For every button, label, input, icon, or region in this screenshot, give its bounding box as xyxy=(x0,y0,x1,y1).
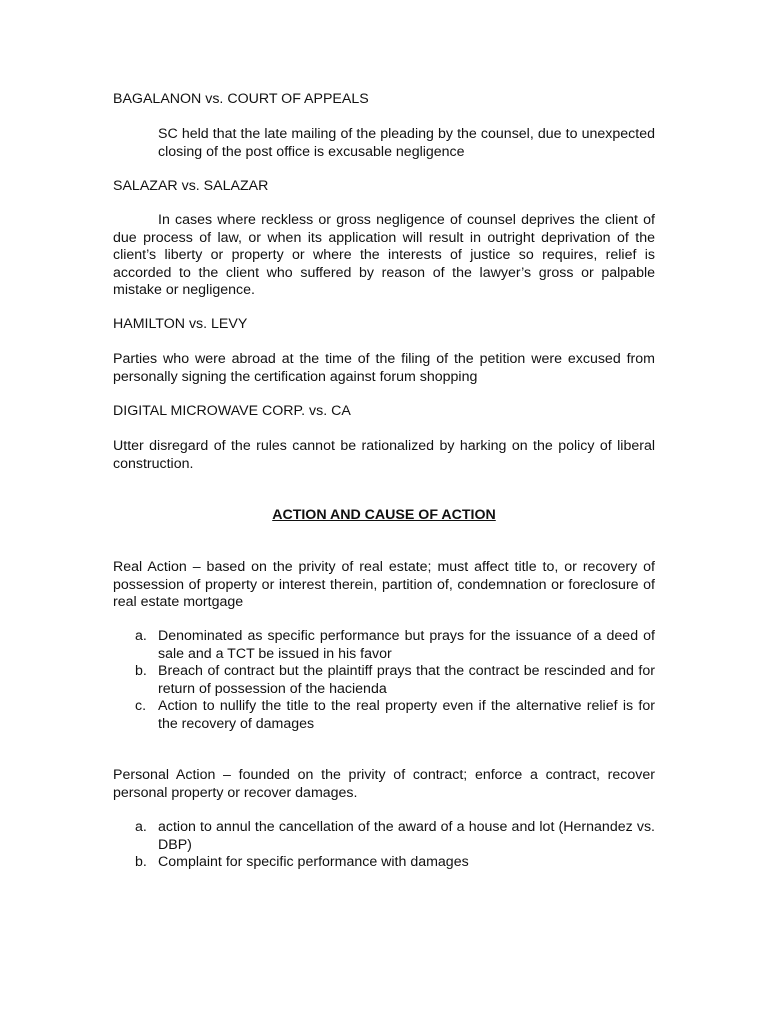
case-text-salazar: In cases where reckless or gross negligence of counsel deprives the client of due process of law, or when its application will result in outright deprivation of the client’s liberty or property or where the interests of justice so requires, relief is accorded to the client who suffered by reason of the lawyer’s gross or palpable mistake or negligence. xyxy=(113,212,655,298)
case-title-digital-microwave: DIGITAL MICROWAVE CORP. vs. CA xyxy=(113,403,351,419)
section-heading: ACTION AND CAUSE OF ACTION xyxy=(272,507,496,523)
case-title-hamilton: HAMILTON vs. LEVY xyxy=(113,316,248,332)
list-marker: c. xyxy=(135,698,147,714)
list-marker: a. xyxy=(135,819,147,835)
case-title-bagalanon: BAGALANON vs. COURT OF APPEALS xyxy=(113,91,369,107)
case-title-salazar: SALAZAR vs. SALAZAR xyxy=(113,178,269,194)
list-item-text: Action to nullify the title to the real property even if the alternative relief is for the recovery of damages xyxy=(158,698,655,732)
list-item-text: Breach of contract but the plaintiff prays that the contract be rescinded and for return of possession of the hacienda xyxy=(158,663,655,697)
real-action-examples-list xyxy=(113,628,655,733)
case-text-bagalanon: SC held that the late mailing of the pleading by the counsel, due to unexpected closing of the post office is excusable negligence xyxy=(158,126,655,160)
case-text-hamilton: Parties who were abroad at the time of the filing of the petition were excused from personally signing the certification against forum shopping xyxy=(113,351,655,385)
list-item-text: Denominated as specific performance but prays for the issuance of a deed of sale and a TCT be issued in his favor xyxy=(158,628,655,662)
list-marker: a. xyxy=(135,628,147,644)
list-item xyxy=(113,819,655,854)
case-text-digital-microwave: Utter disregard of the rules cannot be rationalized by harking on the policy of liberal construction. xyxy=(113,438,655,472)
list-item-text: action to annul the cancellation of the award of a house and lot (Hernandez vs. DBP) xyxy=(158,819,655,853)
list-item xyxy=(113,663,655,698)
list-item-text: Complaint for specific performance with damages xyxy=(158,854,469,870)
personal-action-text: Personal Action – founded on the privity of contract; enforce a contract, recover personal property or recover damages. xyxy=(113,767,655,801)
list-marker: b. xyxy=(135,854,147,870)
real-action-text: Real Action – based on the privity of real estate; must affect title to, or recovery of possession of property or interest therein, partition of, condemnation or foreclosure of real estate mortgage xyxy=(113,559,655,610)
list-marker: b. xyxy=(135,663,147,679)
list-item xyxy=(113,854,655,872)
list-item xyxy=(113,698,655,733)
personal-action-examples-list xyxy=(113,819,655,872)
list-item xyxy=(113,628,655,663)
